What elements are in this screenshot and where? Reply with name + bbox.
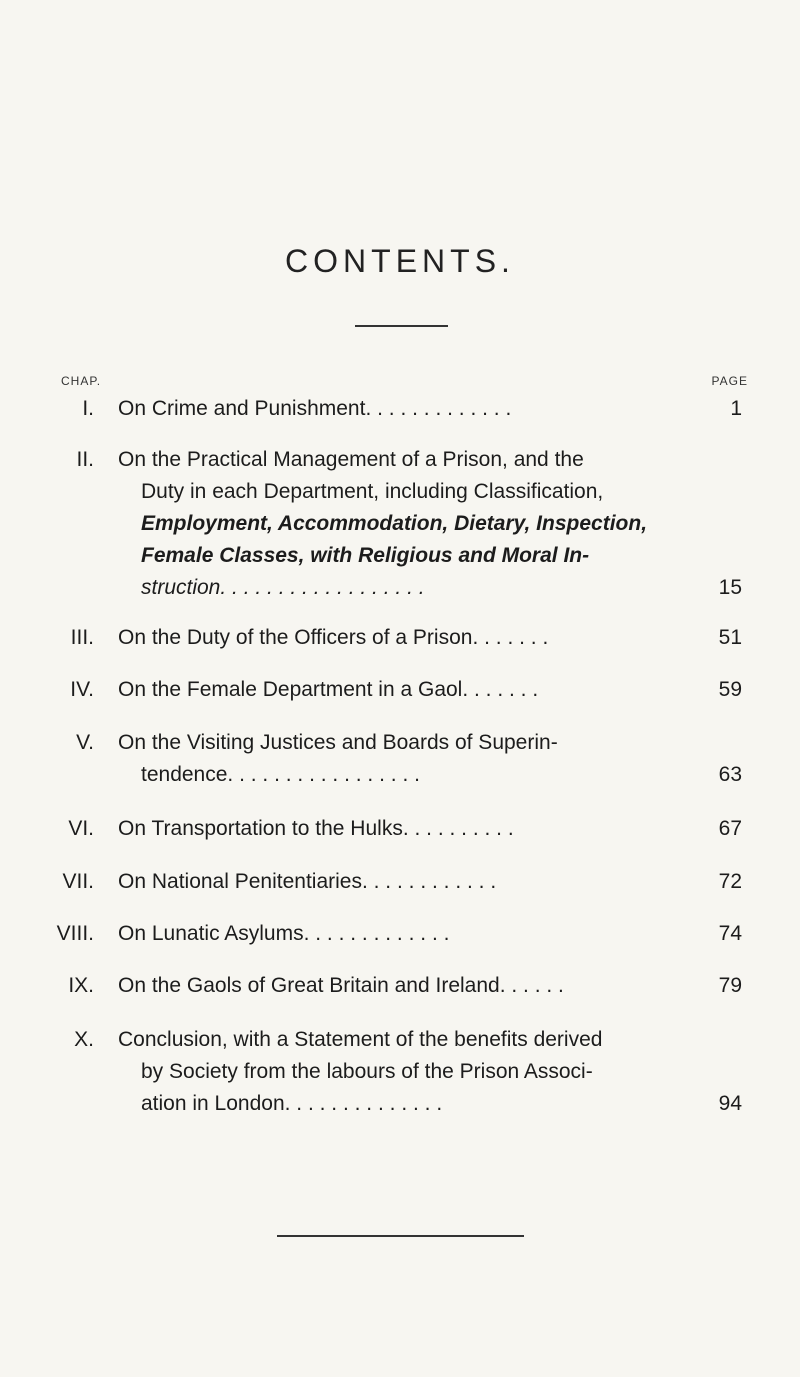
chapter-title [118, 393, 718, 425]
page-number: 51 [718, 626, 742, 649]
chapter-number: VIII. [56, 922, 94, 945]
page-header: PAGE [711, 374, 748, 388]
chap-header: CHAP. [61, 374, 102, 388]
chapter-number: VII. [62, 870, 94, 893]
chapter-title [118, 813, 718, 845]
page-number: 1 [730, 397, 742, 420]
title-rule [355, 325, 448, 327]
title-line: On Lunatic Asylums. . . . . . . . . . . . . [118, 922, 450, 945]
page-number: 94 [718, 1092, 742, 1115]
title-line: tendence. . . . . . . . . . . . . . . . . [141, 763, 420, 786]
chapter-number: V. [76, 731, 94, 754]
bottom-rule [277, 1235, 524, 1237]
chapter-title [118, 622, 718, 654]
title-line: On Crime and Punishment. . . . . . . . . . . . . [118, 397, 512, 420]
title-line: Conclusion, with a Statement of the benefits derived [118, 1028, 603, 1051]
chapter-number: II. [76, 448, 94, 471]
title-line: by Society from the labours of the Prison Associ- [141, 1060, 593, 1083]
chapter-number: VI. [68, 817, 94, 840]
chapter-title [118, 866, 718, 898]
page-number: 59 [718, 678, 742, 701]
chapter-number: IX. [68, 974, 94, 997]
chapter-title [118, 918, 718, 950]
page-number: 67 [718, 817, 742, 840]
chapter-title [118, 727, 718, 791]
page-number: 72 [718, 870, 742, 893]
chapter-title [118, 1024, 718, 1120]
page-number: 74 [718, 922, 742, 945]
chapter-title [118, 444, 718, 604]
title-line: On the Duty of the Officers of a Prison. . . . . . . [118, 626, 549, 649]
title-line: On Transportation to the Hulks. . . . . . . . . . [118, 817, 514, 840]
page-number: 79 [718, 974, 742, 997]
chapter-title [118, 674, 718, 706]
title-line: On the Gaols of Great Britain and Ireland. . . . . . [118, 974, 564, 997]
page-title: CONTENTS. [285, 243, 515, 279]
title-line: Duty in each Department, including Classification, [141, 480, 604, 503]
title-line: ation in London. . . . . . . . . . . . . . [141, 1092, 443, 1115]
page-number: 15 [718, 576, 742, 599]
chapter-title [118, 970, 718, 1002]
title-line: Female Classes, with Religious and Moral In- [141, 544, 590, 567]
chapter-number: III. [70, 626, 94, 649]
chapter-number: I. [82, 397, 94, 420]
chapter-number: IV. [70, 678, 94, 701]
title-line: On National Penitentiaries. . . . . . . . . . . . [118, 870, 497, 893]
chapter-number: X. [74, 1028, 94, 1051]
title-line: On the Female Department in a Gaol. . . . . . . [118, 678, 539, 701]
title-line: Employment, Accommodation, Dietary, Inspection, [141, 512, 648, 535]
title-line: On the Practical Management of a Prison, and the [118, 448, 584, 471]
title-line: struction. . . . . . . . . . . . . . . . . . [141, 576, 425, 599]
title-line: On the Visiting Justices and Boards of Superin- [118, 731, 558, 754]
page-number: 63 [718, 763, 742, 786]
